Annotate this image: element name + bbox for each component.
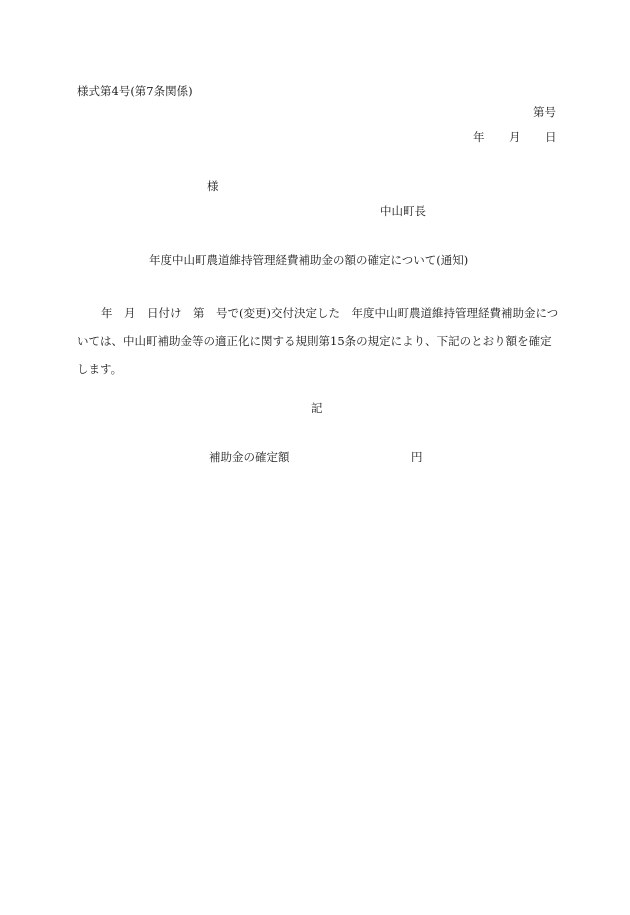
amount-unit: 円 (411, 450, 423, 464)
date-day: 日 (545, 130, 557, 144)
ki-heading: 記 (311, 401, 323, 415)
form-number: 様式第4号(第7条関係) (77, 84, 193, 98)
addressee-sama: 様 (207, 179, 219, 193)
body-paragraph: 年 月 日付け 第 号で(変更)交付決定した 年度中山町農道維持管理経費補助金については、中山町補助金等の適正化に関する規則第15条の規定により、下記のとおり額を確定します。 (77, 306, 559, 376)
amount-label: 補助金の確定額 (209, 450, 290, 464)
sender-name: 中山町長 (380, 204, 426, 218)
date-month: 月 (509, 130, 521, 144)
document-number: 第号 (533, 105, 556, 119)
date-year: 年 (473, 130, 485, 144)
document-title: 年度中山町農道維持管理経費補助金の額の確定について(通知) (149, 253, 469, 267)
